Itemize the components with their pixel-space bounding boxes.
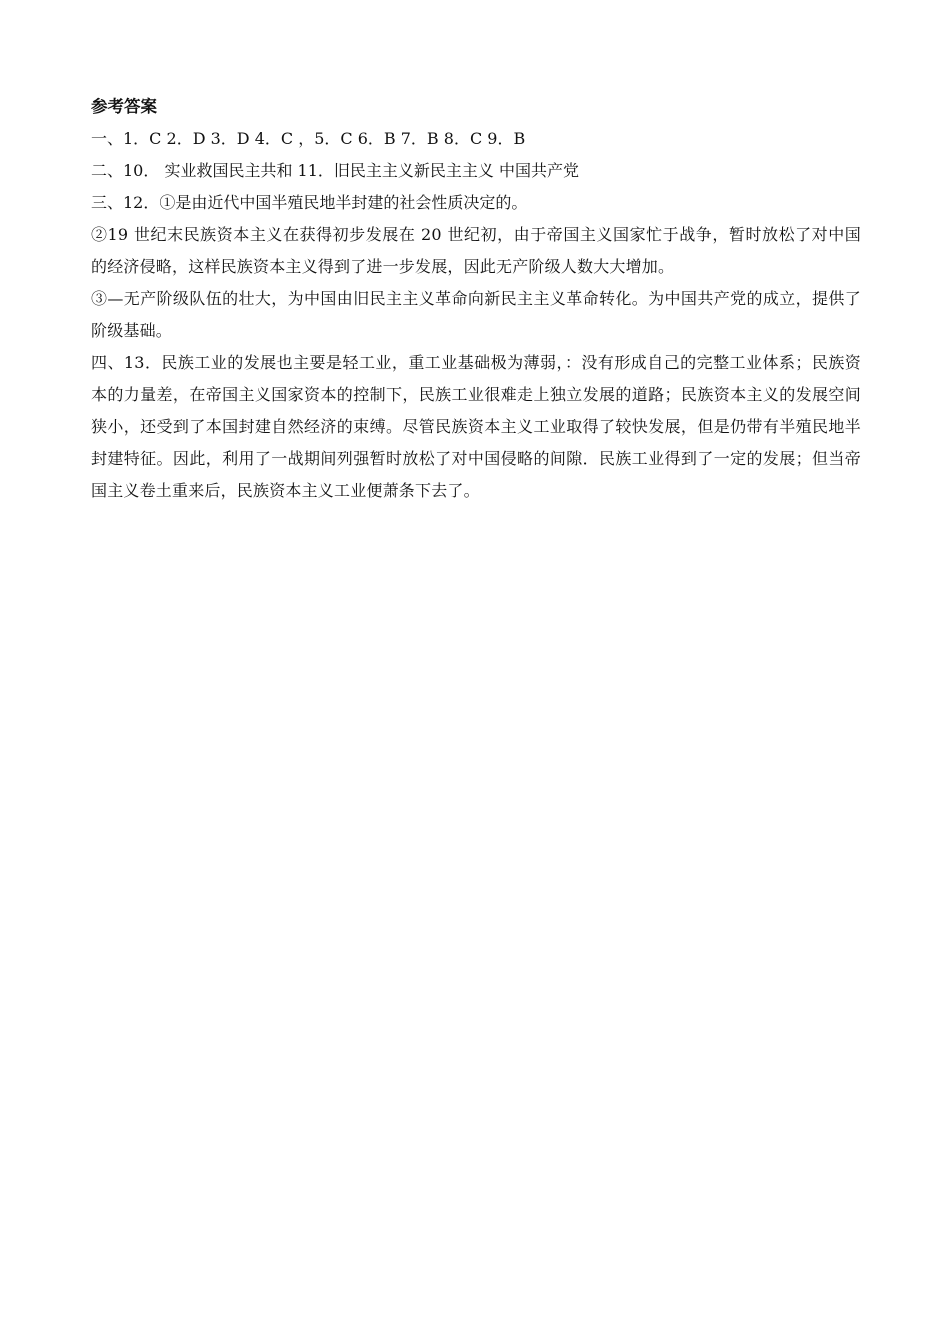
section-four-answer: 四、13．民族工业的发展也主要是轻工业，重工业基础极为薄弱，：没有形成自己的完整工业体系；民族资本的力量差，在帝国主义国家资本的控制下，民族工业很难走上独立发展的道路；民族资本主义的发展空间狭小，还受到了本国封建自然经济的束缚。尽管民族资本主义工业取得了较快发展，但是仍带有半殖民地半封建特征。因此，利用了一战期间列强暂时放松了对中国侵略的间隙．民族工业得到了一定的发展；但当帝国主义卷土重来后，民族资本主义工业便萧条下去了。	[91, 353, 861, 500]
section-one-answers: 一、1．C 2．D 3．D 4．C ，5．C 6．B 7．B 8．C 9．B	[91, 129, 526, 148]
section-three-intro: 三、12．①是由近代中国半殖民地半封建的社会性质决定的。	[91, 193, 528, 212]
section-two-answers: 二、10． 实业救国民主共和 11．旧民主主义新民主主义 中国共产党	[91, 161, 579, 180]
document-title: 参考答案	[91, 97, 157, 116]
answer-document	[91, 94, 861, 507]
section-three-point-2: ②19 世纪末民族资本主义在获得初步发展在 20 世纪初，由于帝国主义国家忙于战争，暂时放松了对中国的经济侵略，这样民族资本主义得到了进一步发展，因此无产阶级人数大大增加。	[91, 225, 861, 276]
section-three-point-3: ③—无产阶级队伍的壮大，为中国由旧民主主义革命向新民主主义革命转化。为中国共产党的成立，提供了阶级基础。	[91, 289, 861, 340]
